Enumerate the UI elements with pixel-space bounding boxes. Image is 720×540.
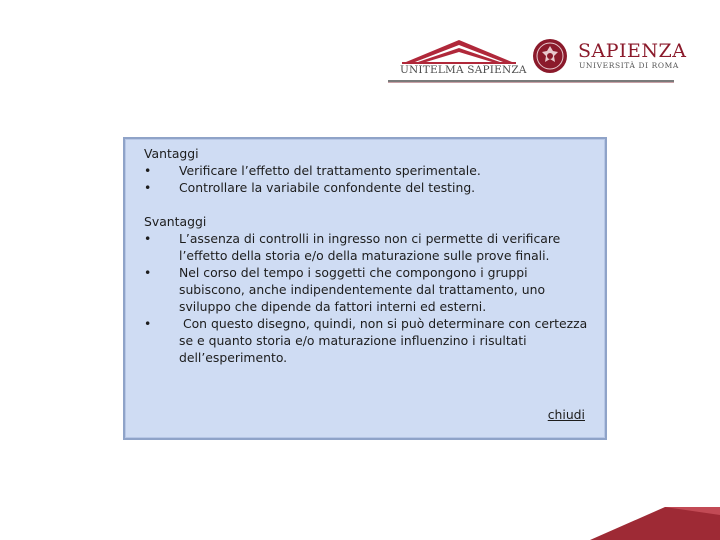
- header-divider-accent: [388, 82, 674, 83]
- sapienza-subtitle: UNIVERSITÀ DI ROMA: [579, 61, 679, 70]
- pros-item: Controllare la variabile confondente del testing.: [179, 180, 476, 195]
- bullet-icon: •: [144, 180, 152, 195]
- unitelma-wordmark: UNITELMA SAPIENZA: [400, 64, 527, 76]
- bullet-icon: •: [144, 316, 152, 331]
- cons-heading: Svantaggi: [144, 214, 207, 229]
- list-item: [144, 230, 594, 264]
- cons-item: Nel corso del tempo i soggetti che compongono i gruppi subiscono, anche indipendentemente dal trattamento, uno sviluppo che dipende da fattori interni ed esterni.: [179, 265, 546, 314]
- unitelma-roof-icon: [398, 36, 520, 66]
- list-item: [144, 162, 594, 179]
- list-item: [144, 264, 594, 315]
- pros-item: Verificare l’effetto del trattamento sperimentale.: [179, 163, 481, 178]
- pros-heading: Vantaggi: [144, 146, 199, 161]
- close-link[interactable]: chiudi: [547, 407, 585, 422]
- sapienza-seal-icon: [532, 37, 568, 75]
- corner-decoration: [590, 507, 720, 540]
- cons-item: Con questo disegno, quindi, non si può determinare con certezza se e quanto storia e/o maturazione influenzino i risultati dell’esperimento.: [179, 316, 592, 365]
- list-item: [144, 179, 594, 196]
- sapienza-name: SAPIENZA: [578, 40, 687, 62]
- bullet-icon: •: [144, 265, 152, 280]
- panel-text: [144, 145, 594, 366]
- content-panel: [123, 137, 607, 440]
- cons-item: L’assenza di controlli in ingresso non ci permette di verificare l’effetto della storia e/o della maturazione sulle prove finali.: [179, 231, 561, 263]
- list-item: [144, 315, 594, 366]
- bullet-icon: •: [144, 163, 152, 178]
- bullet-icon: •: [144, 231, 152, 246]
- unitelma-sapienza-logo: [398, 36, 527, 80]
